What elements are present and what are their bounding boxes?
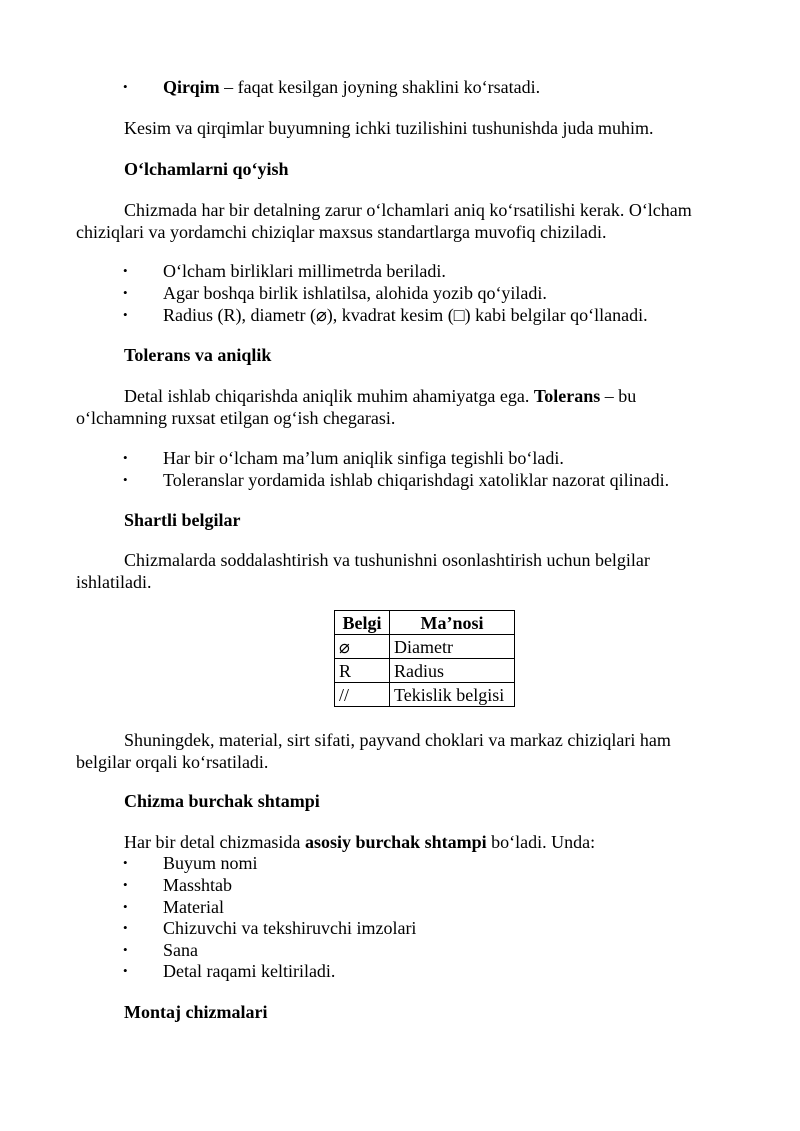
bullet-icon: •: [123, 450, 128, 465]
list-item-text: Material: [163, 897, 224, 917]
list-item-text: Toleranslar yordamida ishlab chiqarishdagi xatoliklar nazorat qilinadi.: [163, 470, 670, 490]
bullet-icon: •: [123, 942, 128, 957]
table-cell-meaning: Diametr: [390, 635, 515, 659]
bullet-icon: •: [123, 307, 128, 322]
list-item: [0, 852, 800, 874]
list-item-text: Buyum nomi: [163, 853, 258, 873]
text-run: Detal ishlab chiqarishda aniqlik muhim ahamiyatga ega.: [124, 386, 534, 406]
table-cell-symbol: ⌀: [335, 635, 390, 659]
table-cell-symbol: //: [335, 683, 390, 707]
section-heading-olcham: O‘lchamlarni qo‘yish: [124, 159, 289, 179]
list-item-text: Detal raqami keltiriladi.: [163, 961, 336, 981]
paragraph-shartli: [76, 549, 736, 593]
paragraph-line: o‘lchamning ruxsat etilgan og‘ish chegarasi.: [76, 408, 396, 428]
paragraph-line: Chizmalarda soddalashtirish va tushunishni osonlashtirish uchun belgilar: [124, 550, 650, 570]
section-heading-shtamp: Chizma burchak shtampi: [124, 791, 320, 811]
list-item-text: O‘lcham birliklari millimetrda beriladi.: [163, 261, 446, 281]
list-item: [0, 304, 800, 326]
text-run: – bu: [600, 386, 637, 406]
bullet-icon: •: [123, 963, 128, 978]
list-item: [0, 76, 800, 98]
table-cell-symbol: R: [335, 659, 390, 683]
bullet-icon: •: [123, 472, 128, 487]
list-item: [0, 939, 800, 961]
list-item-text: Masshtab: [163, 875, 232, 895]
text-run: Har bir detal chizmasida: [124, 832, 305, 852]
paragraph-line: Shuningdek, material, sirt sifati, payvand choklari va markaz chiziqlari ham: [124, 730, 671, 750]
bullet-icon: •: [123, 285, 128, 300]
paragraph-line: Chizmada har bir detalning zarur o‘lchamlari aniq ko‘rsatilishi kerak. O‘lcham: [124, 200, 692, 220]
list-item: [0, 447, 800, 469]
text-run: bo‘ladi. Unda:: [486, 832, 596, 852]
term-burchak-shtampi: asosiy burchak shtampi: [304, 832, 487, 852]
paragraph-line: ishlatiladi.: [76, 572, 152, 592]
list-item: [0, 917, 800, 939]
paragraph-kesim: Kesim va qirqimlar buyumning ichki tuzilishini tushunishda juda muhim.: [124, 118, 654, 138]
bullet-icon: •: [123, 263, 128, 278]
list-item-text: [163, 76, 540, 98]
list-item: [0, 260, 800, 282]
list-item-text: Radius (R), diametr (⌀), kvadrat kesim (□) kabi belgilar qo‘llanadi.: [163, 305, 648, 325]
table-header-row: [335, 611, 515, 635]
list-item-text: Sana: [163, 940, 198, 960]
list-item: [0, 282, 800, 304]
section-heading-shartli: Shartli belgilar: [124, 510, 241, 530]
paragraph-olcham: [76, 199, 736, 243]
bullet-icon: •: [123, 920, 128, 935]
bullet-icon: •: [123, 877, 128, 892]
paragraph-line: chiziqlari va yordamchi chiziqlar maxsus standartlarga muvofiq chiziladi.: [76, 222, 607, 242]
paragraph-line: [76, 385, 736, 407]
table-cell-meaning: Radius: [390, 659, 515, 683]
table-header: Belgi: [335, 611, 390, 635]
bullet-icon: •: [123, 855, 128, 870]
paragraph-line: belgilar orqali ko‘rsatiladi.: [76, 752, 269, 772]
table-row: [335, 659, 515, 683]
term-tolerans: Tolerans: [533, 386, 601, 406]
table-row: [335, 635, 515, 659]
section-heading-tolerans: Tolerans va aniqlik: [124, 345, 272, 365]
paragraph-tolerans: [76, 385, 736, 429]
list-item-text: Har bir o‘lcham ma’lum aniqlik sinfiga tegishli bo‘ladi.: [163, 448, 564, 468]
term-qirqim: Qirqim: [163, 77, 220, 97]
list-item: [0, 896, 800, 918]
list-item: [0, 960, 800, 982]
paragraph-shuningdek: [76, 729, 736, 773]
term-definition: – faqat kesilgan joyning shaklini ko‘rsatadi.: [219, 77, 541, 97]
list-item-text: Chizuvchi va tekshiruvchi imzolari: [163, 918, 417, 938]
symbols-table: [334, 610, 515, 707]
list-item-text: Agar boshqa birlik ishlatilsa, alohida yozib qo‘yiladi.: [163, 283, 547, 303]
table-header: Ma’nosi: [390, 611, 515, 635]
bullet-icon: •: [123, 899, 128, 914]
list-item: [0, 874, 800, 896]
table-row: [335, 683, 515, 707]
paragraph-shtamp: [124, 831, 595, 853]
table-cell-meaning: Tekislik belgisi: [390, 683, 515, 707]
bullet-icon: •: [123, 79, 128, 94]
section-heading-montaj: Montaj chizmalari: [124, 1002, 268, 1022]
list-item: [0, 469, 800, 491]
